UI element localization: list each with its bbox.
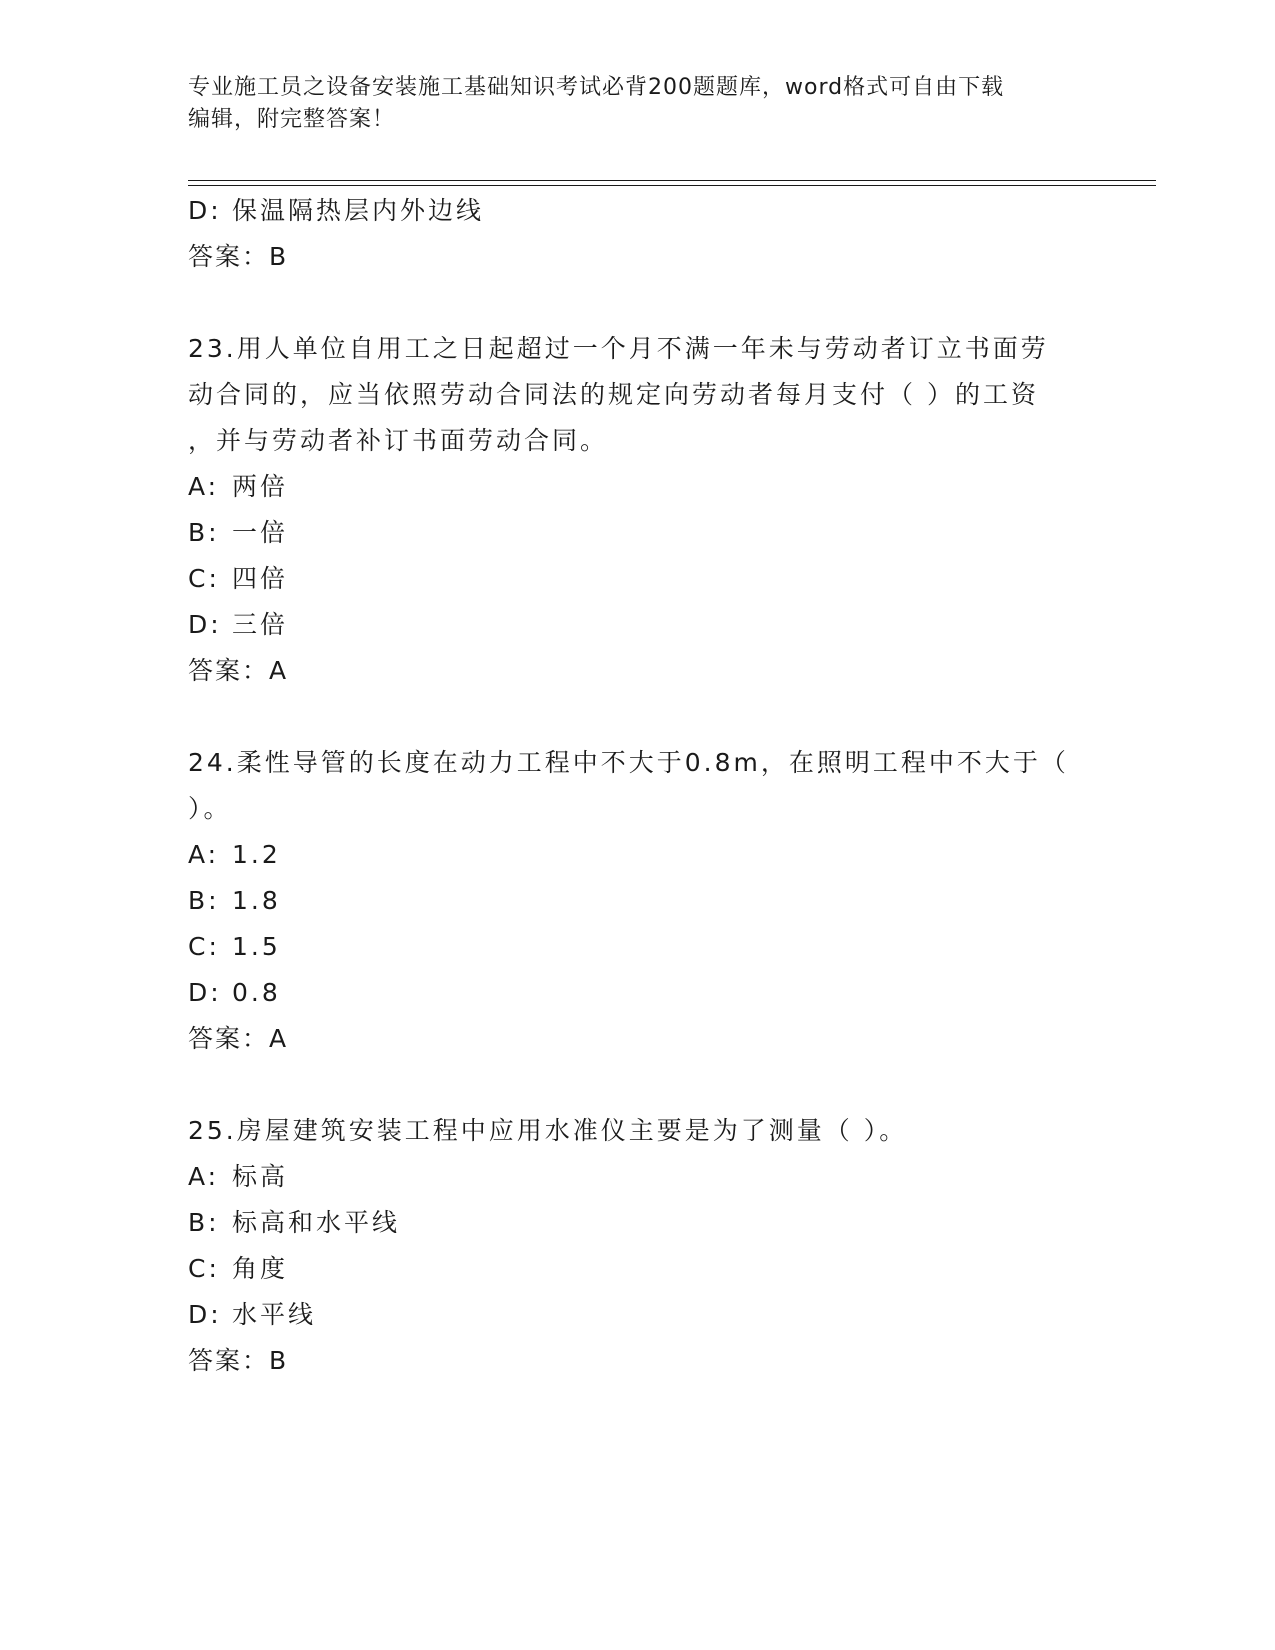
option-key: D: bbox=[188, 610, 222, 639]
header-title-line-2: 编辑，附完整答案！ bbox=[188, 107, 396, 132]
answer-label: 答案： bbox=[188, 1024, 270, 1053]
option-key: B: bbox=[188, 1208, 220, 1237]
prev-option-d bbox=[188, 188, 1088, 234]
option-key: A: bbox=[188, 472, 220, 501]
answer-value: B bbox=[269, 242, 288, 271]
answer-value: A bbox=[269, 656, 288, 685]
spacer bbox=[188, 694, 1088, 740]
question-23-option-c bbox=[188, 556, 1088, 602]
question-24-option-d bbox=[188, 970, 1088, 1016]
question-25-option-a bbox=[188, 1154, 1088, 1200]
option-text: 1.2 bbox=[232, 840, 281, 869]
header-divider-top bbox=[188, 180, 1156, 181]
option-text: 保温隔热层内外边线 bbox=[232, 196, 485, 225]
question-24-answer bbox=[188, 1016, 1088, 1062]
stem-line: 24.柔性导管的长度在动力工程中不大于0.8m，在照明工程中不大于（ bbox=[188, 748, 1069, 777]
prev-answer bbox=[188, 234, 1088, 280]
option-key: B: bbox=[188, 886, 220, 915]
document-body bbox=[188, 188, 1088, 1384]
question-25-answer bbox=[188, 1338, 1088, 1384]
answer-label: 答案： bbox=[188, 242, 270, 271]
header-divider-bottom bbox=[188, 185, 1156, 186]
option-text: 角度 bbox=[232, 1254, 289, 1283]
question-25-stem bbox=[188, 1108, 1088, 1154]
option-key: C: bbox=[188, 1254, 220, 1283]
option-key: C: bbox=[188, 932, 220, 961]
question-23-option-d bbox=[188, 602, 1088, 648]
document-header bbox=[188, 72, 1068, 136]
option-text: 标高 bbox=[232, 1162, 289, 1191]
question-25-option-d bbox=[188, 1292, 1088, 1338]
option-text: 两倍 bbox=[232, 472, 289, 501]
option-text: 1.8 bbox=[232, 886, 281, 915]
option-key: A: bbox=[188, 1162, 220, 1191]
answer-label: 答案： bbox=[188, 1346, 270, 1375]
answer-label: 答案： bbox=[188, 656, 270, 685]
option-text: 1.5 bbox=[232, 932, 281, 961]
option-key: A: bbox=[188, 840, 220, 869]
option-key: D: bbox=[188, 978, 222, 1007]
option-key: B: bbox=[188, 518, 220, 547]
option-text: 0.8 bbox=[232, 978, 281, 1007]
question-23-answer bbox=[188, 648, 1088, 694]
question-24-option-a bbox=[188, 832, 1088, 878]
option-text: 四倍 bbox=[232, 564, 289, 593]
option-key: D: bbox=[188, 1300, 222, 1329]
header-title-line-1: 专业施工员之设备安装施工基础知识考试必背200题题库，word格式可自由下载 bbox=[188, 75, 1005, 100]
option-key: C: bbox=[188, 564, 220, 593]
option-text: 一倍 bbox=[232, 518, 289, 547]
question-23-stem bbox=[188, 326, 1088, 464]
spacer bbox=[188, 1062, 1088, 1108]
answer-value: B bbox=[269, 1346, 288, 1375]
stem-line: ，并与劳动者补订书面劳动合同。 bbox=[188, 426, 609, 455]
question-23-option-a bbox=[188, 464, 1088, 510]
option-key: D: bbox=[188, 196, 222, 225]
stem-line: ）。 bbox=[188, 794, 232, 823]
question-25-option-c bbox=[188, 1246, 1088, 1292]
question-24-option-b bbox=[188, 878, 1088, 924]
option-text: 水平线 bbox=[232, 1300, 317, 1329]
question-24-stem bbox=[188, 740, 1088, 832]
option-text: 三倍 bbox=[232, 610, 289, 639]
question-24-option-c bbox=[188, 924, 1088, 970]
option-text: 标高和水平线 bbox=[232, 1208, 401, 1237]
stem-line: 25.房屋建筑安装工程中应用水准仪主要是为了测量（ ）。 bbox=[188, 1116, 908, 1145]
question-23-option-b bbox=[188, 510, 1088, 556]
stem-line: 动合同的，应当依照劳动合同法的规定向劳动者每月支付（ ）的工资 bbox=[188, 380, 1039, 409]
spacer bbox=[188, 280, 1088, 326]
answer-value: A bbox=[269, 1024, 288, 1053]
question-25-option-b bbox=[188, 1200, 1088, 1246]
stem-line: 23.用人单位自用工之日起超过一个月不满一年未与劳动者订立书面劳 bbox=[188, 334, 1049, 363]
